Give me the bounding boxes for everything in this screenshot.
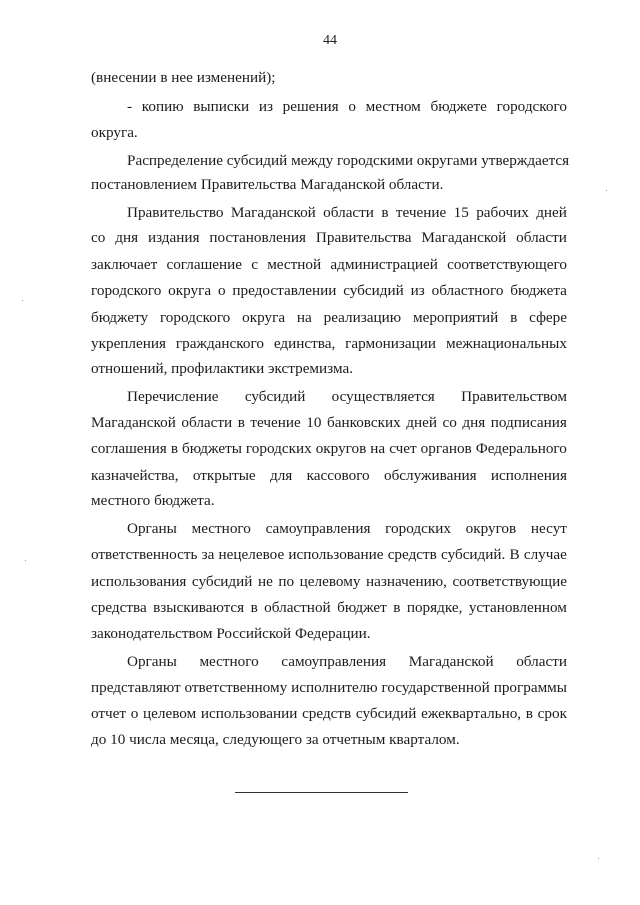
text-segment: дней: [536, 204, 567, 221]
text-segment: субсидий: [355, 705, 417, 722]
text-segment: течение: [250, 414, 301, 431]
text-segment: дня: [115, 229, 139, 246]
text-segment: самоуправления: [265, 520, 371, 537]
text-segment: местной: [267, 256, 322, 273]
text-segment: местного: [191, 520, 251, 537]
text-segment: округов: [315, 440, 367, 457]
text-segment: для: [269, 467, 293, 484]
text-segment: реализацию: [323, 309, 402, 326]
text-segment: из: [258, 98, 273, 115]
text-segment: отношений, профилактики экстремизма.: [91, 360, 353, 377]
scan-speck: [22, 300, 23, 301]
text-segment: по: [278, 573, 295, 590]
text-segment: издания: [147, 229, 200, 246]
text-segment: ежеквартально,: [421, 705, 522, 722]
text-segment: городского: [159, 309, 231, 326]
text-line: [91, 624, 567, 644]
text-segment: бюджет: [337, 599, 387, 616]
text-segment: до 10 числа месяца, следующего за отчетным кварталом.: [91, 731, 460, 748]
text-segment: единства,: [273, 335, 336, 352]
text-line: [91, 491, 567, 511]
text-segment: использовании: [200, 705, 298, 722]
text-segment: заключает: [91, 256, 158, 273]
text-segment: городских: [385, 520, 451, 537]
text-segment: взыскиваются: [153, 599, 245, 616]
text-segment: подписания: [490, 414, 567, 431]
text-segment: Распределение субсидий между городскими округами утверждается: [127, 152, 570, 169]
text-segment: банковских: [327, 414, 401, 431]
text-line: [91, 439, 567, 459]
text-segment: выписки: [193, 98, 250, 115]
text-line: [91, 334, 567, 354]
text-segment: области: [323, 204, 374, 221]
text-segment: администрацией: [330, 256, 438, 273]
text-segment: Перечисление: [127, 388, 219, 405]
text-segment: случае: [523, 546, 567, 563]
text-segment: целевому: [299, 573, 361, 590]
text-segment: о: [348, 98, 356, 115]
text-segment: представляют: [91, 679, 181, 696]
text-segment: нецелевое: [218, 546, 285, 563]
text-line: [91, 123, 567, 143]
text-segment: исполнения: [490, 467, 567, 484]
text-segment: исполнителю: [291, 679, 378, 696]
text-line: [127, 387, 567, 407]
end-rule: [235, 792, 408, 793]
text-segment: Магаданской: [91, 414, 176, 431]
text-segment: области: [181, 414, 233, 431]
text-segment: субсидий: [191, 573, 253, 590]
text-line: [91, 678, 567, 698]
text-segment: соответствующего: [447, 256, 567, 273]
text-segment: соответствующие: [452, 573, 567, 590]
text-segment: сфере: [529, 309, 567, 326]
text-segment: счет: [389, 440, 417, 457]
text-segment: о: [130, 705, 139, 722]
scan-speck: [598, 858, 599, 859]
text-segment: решения: [282, 98, 339, 115]
text-segment: на: [370, 440, 386, 457]
text-segment: областной: [264, 599, 331, 616]
text-segment: программы: [493, 679, 567, 696]
scan-speck: [606, 190, 607, 191]
text-segment: бюджеты: [182, 440, 242, 457]
text-segment: органов: [420, 440, 472, 457]
text-segment: в: [525, 705, 533, 722]
text-line: [91, 572, 567, 592]
text-line: [91, 466, 567, 486]
text-segment: со: [442, 414, 457, 431]
text-segment: отчет: [91, 705, 127, 722]
text-line: [91, 359, 567, 379]
text-segment: субсидий: [244, 388, 306, 405]
text-segment: течение: [395, 204, 447, 221]
text-segment: срок: [537, 705, 567, 722]
text-segment: самоуправления: [281, 653, 387, 670]
text-segment: мероприятий: [412, 309, 499, 326]
text-segment: использования: [91, 573, 187, 590]
text-segment: со: [91, 229, 106, 246]
text-segment: соглашения: [91, 440, 167, 457]
text-segment: (внесении в нее изменений);: [91, 69, 276, 86]
text-line: [127, 151, 603, 171]
text-segment: постановлением Правительства Магаданской области.: [91, 176, 444, 193]
text-segment: соглашение: [166, 256, 242, 273]
text-line: [127, 519, 567, 539]
text-line: [127, 652, 567, 672]
text-segment: -: [127, 98, 133, 115]
text-segment: в: [381, 204, 389, 221]
text-segment: Федерального: [475, 440, 567, 457]
text-segment: бюджета: [510, 282, 567, 299]
text-line: [91, 545, 567, 565]
text-segment: средств: [302, 705, 352, 722]
text-segment: предоставлении: [232, 282, 337, 299]
text-segment: порядке,: [406, 599, 463, 616]
text-line: [91, 704, 567, 724]
text-line: [91, 255, 567, 275]
text-segment: субсидий.: [441, 546, 506, 563]
text-segment: в: [250, 599, 258, 616]
text-segment: Магаданской: [408, 653, 494, 670]
text-segment: областного: [431, 282, 504, 299]
text-segment: средств: [387, 546, 437, 563]
text-segment: округа.: [91, 124, 138, 141]
text-line: [91, 308, 567, 328]
text-segment: Магаданской: [421, 229, 507, 246]
text-segment: открытые: [192, 467, 256, 484]
text-segment: постановления: [209, 229, 307, 246]
text-segment: бюджете: [430, 98, 487, 115]
text-segment: назначению,: [365, 573, 447, 590]
text-segment: области: [516, 653, 567, 670]
text-segment: целевом: [143, 705, 197, 722]
text-segment: бюджету: [91, 309, 149, 326]
text-segment: округа: [242, 309, 286, 326]
text-line: [91, 281, 567, 301]
text-segment: субсидий: [343, 282, 404, 299]
text-segment: Магаданской: [230, 204, 316, 221]
text-segment: городского: [496, 98, 567, 115]
text-line: [91, 175, 567, 195]
text-segment: государственной: [381, 679, 490, 696]
text-segment: округа: [168, 282, 212, 299]
text-line: [91, 228, 567, 248]
text-segment: установленном: [468, 599, 567, 616]
text-segment: области: [516, 229, 567, 246]
text-segment: 10: [306, 414, 322, 431]
text-segment: в: [393, 599, 401, 616]
text-segment: 15: [453, 204, 469, 221]
text-segment: о: [217, 282, 226, 299]
text-segment: Правительства: [315, 229, 412, 246]
text-segment: кассового: [306, 467, 370, 484]
text-line: [91, 413, 567, 433]
text-line: [91, 730, 567, 750]
text-segment: местного: [199, 653, 259, 670]
text-segment: использование: [288, 546, 384, 563]
text-segment: дней: [406, 414, 437, 431]
text-line: [127, 97, 567, 117]
text-segment: гражданского: [175, 335, 264, 352]
text-segment: несут: [530, 520, 567, 537]
text-segment: из: [410, 282, 425, 299]
text-segment: в: [170, 440, 178, 457]
text-segment: в: [510, 309, 518, 326]
text-segment: в: [237, 414, 245, 431]
text-segment: обслуживания: [383, 467, 477, 484]
text-segment: ответственному: [184, 679, 288, 696]
text-segment: укрепления: [91, 335, 166, 352]
text-segment: городского: [91, 282, 162, 299]
text-segment: ответственность: [91, 546, 198, 563]
text-segment: средства: [91, 599, 147, 616]
text-segment: дня: [462, 414, 486, 431]
text-segment: законодательством Российской Федерации.: [91, 625, 371, 642]
text-segment: В: [509, 546, 520, 563]
text-segment: межнациональных: [445, 335, 567, 352]
text-segment: Правительством: [461, 388, 567, 405]
text-segment: гармонизации: [345, 335, 437, 352]
text-segment: Органы: [127, 653, 177, 670]
text-segment: Органы: [127, 520, 177, 537]
text-line: [91, 598, 567, 618]
text-segment: казначейства,: [91, 467, 179, 484]
scan-speck: [25, 560, 26, 561]
page-number: 44: [323, 33, 337, 48]
text-segment: местном: [365, 98, 421, 115]
text-segment: осуществляется: [331, 388, 435, 405]
text-segment: Правительство: [127, 204, 224, 221]
text-line: [127, 203, 567, 223]
text-segment: округов: [465, 520, 517, 537]
text-segment: рабочих: [476, 204, 529, 221]
text-line: [91, 68, 567, 88]
text-segment: городских: [245, 440, 312, 457]
text-segment: не: [257, 573, 273, 590]
text-segment: копию: [141, 98, 184, 115]
text-segment: местного бюджета.: [91, 492, 215, 509]
text-segment: с: [251, 256, 258, 273]
text-segment: за: [201, 546, 215, 563]
text-segment: на: [296, 309, 312, 326]
